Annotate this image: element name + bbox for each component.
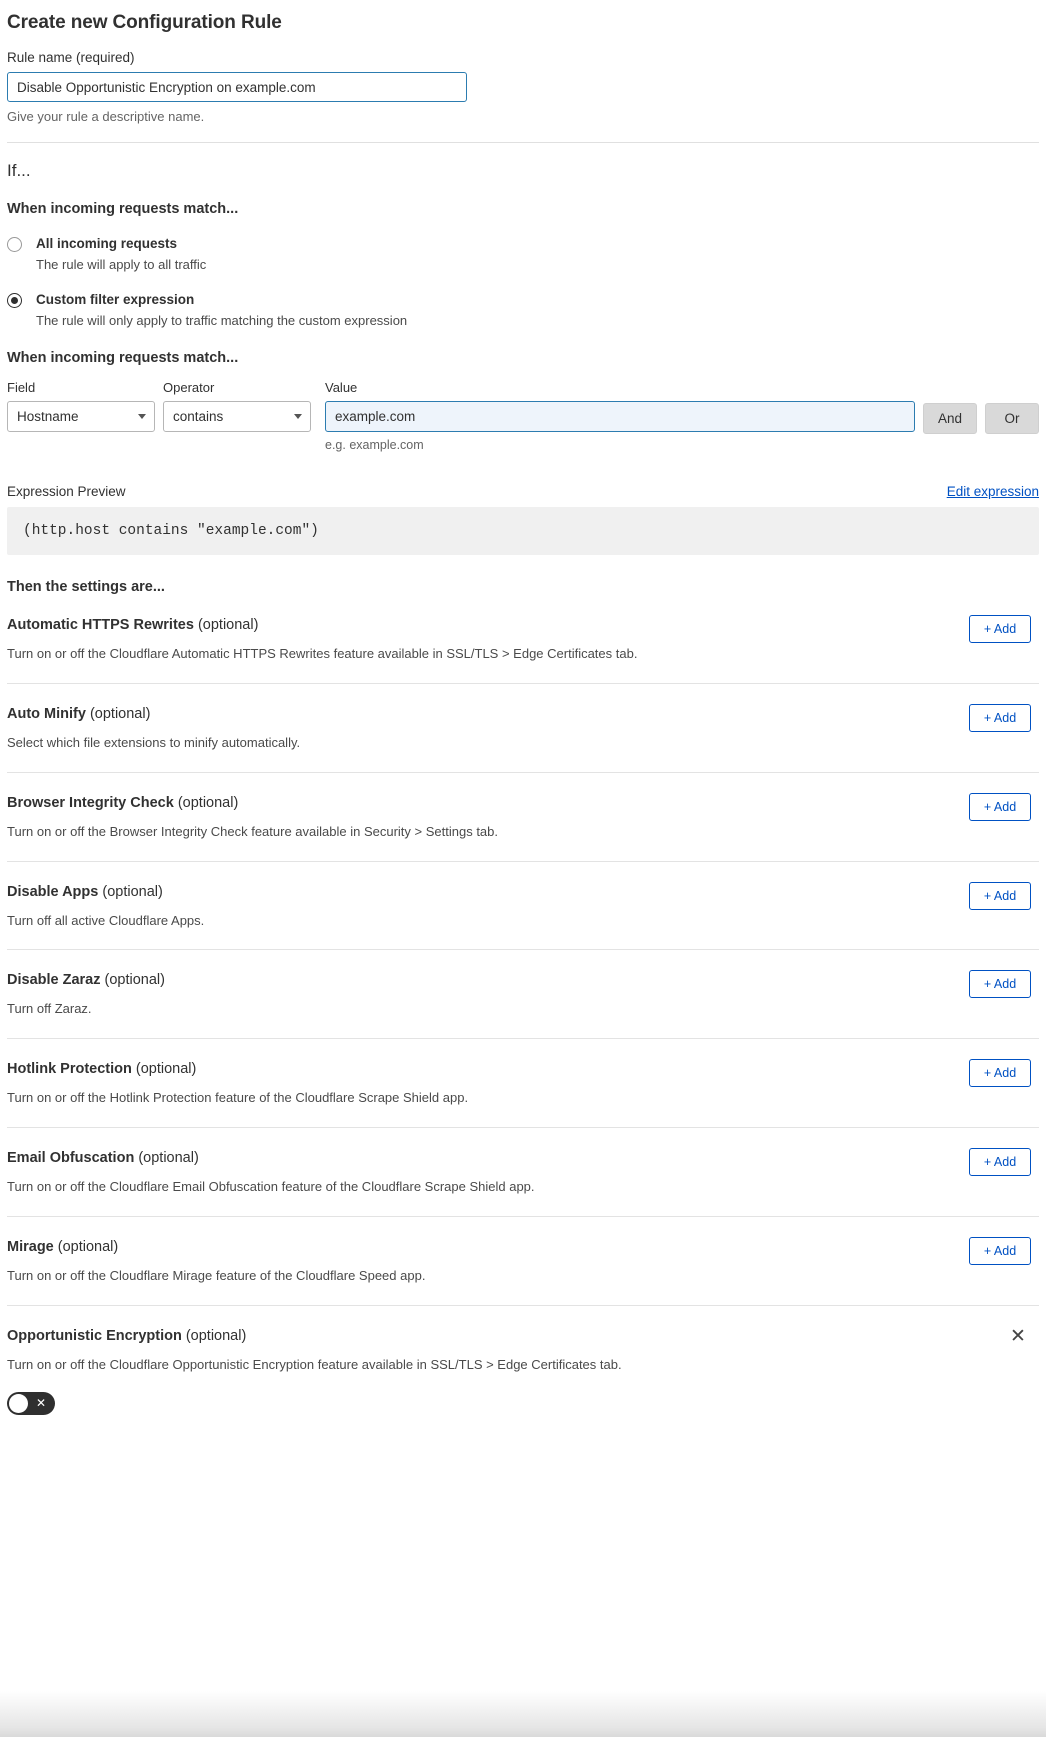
- value-help: e.g. example.com: [325, 437, 424, 452]
- toggle-off-icon: ✕: [35, 1395, 46, 1410]
- add-button[interactable]: + Add: [969, 793, 1031, 821]
- setting-optional: (optional): [185, 1328, 247, 1344]
- close-icon[interactable]: ✕: [1010, 1326, 1026, 1347]
- setting-title: [7, 1061, 1039, 1077]
- setting-title: [7, 617, 1039, 633]
- operator-column-label: Operator: [163, 379, 215, 395]
- setting-name: Hotlink Protection: [7, 1061, 132, 1078]
- setting-optional: (optional): [197, 616, 259, 633]
- setting-desc: Turn off Zaraz.: [7, 1001, 92, 1017]
- toggle-knob: [9, 1394, 28, 1413]
- setting-name: Opportunistic Encryption: [7, 1328, 182, 1344]
- setting-optional: (optional): [104, 972, 165, 989]
- setting-name: Disable Apps: [7, 883, 99, 900]
- filter-builder-row: [7, 380, 1039, 452]
- rule-name-input[interactable]: [7, 72, 467, 102]
- field-column: [7, 380, 155, 432]
- setting-desc: Turn on or off the Hotlink Protection feature of the Cloudflare Scrape Shield app.: [7, 1090, 469, 1106]
- divider: [7, 142, 1039, 143]
- setting-name: Disable Zaraz: [7, 972, 101, 989]
- radio-custom-filter-expression[interactable]: [7, 291, 1039, 329]
- add-button[interactable]: + Add: [969, 1148, 1031, 1176]
- setting-title: [7, 1328, 1039, 1344]
- add-button[interactable]: + Add: [969, 704, 1031, 732]
- then-settings-heading: Then the settings are...: [7, 578, 165, 595]
- setting-optional: (optional): [89, 705, 151, 722]
- bottom-fade-overlay: [0, 1691, 1046, 1737]
- builder-label: When incoming requests match...: [7, 349, 239, 366]
- operator-column: [163, 380, 311, 432]
- setting-desc: Turn off all active Cloudflare Apps.: [7, 912, 205, 928]
- setting-row: [7, 684, 1039, 773]
- setting-optional: (optional): [57, 1239, 119, 1256]
- setting-name: Automatic HTTPS Rewrites: [7, 616, 194, 633]
- operator-select[interactable]: contains: [163, 401, 311, 432]
- if-section-heading: If...: [7, 161, 31, 180]
- setting-desc: Turn on or off the Cloudflare Opportunistic Encryption feature available in SSL/TLS > Edge Certificates tab.: [7, 1357, 622, 1372]
- page-title: Create new Configuration Rule: [7, 12, 282, 33]
- setting-row: [7, 950, 1039, 1039]
- setting-row: [7, 1039, 1039, 1128]
- value-column-label: Value: [325, 379, 358, 395]
- expression-header: [7, 484, 1039, 499]
- setting-row: [7, 1128, 1039, 1217]
- setting-name: Browser Integrity Check: [7, 794, 174, 811]
- setting-row: [7, 773, 1039, 862]
- setting-title: [7, 1150, 1039, 1166]
- setting-name: Email Obfuscation: [7, 1150, 135, 1167]
- radio-desc: The rule will apply to all traffic: [36, 256, 207, 272]
- setting-optional: (optional): [102, 883, 163, 900]
- add-button[interactable]: + Add: [969, 615, 1031, 643]
- radio-title: All incoming requests: [36, 236, 178, 251]
- expression-preview-label: Expression Preview: [7, 483, 126, 499]
- setting-row: [7, 595, 1039, 684]
- edit-expression-link[interactable]: Edit expression: [946, 483, 1039, 499]
- radio-desc: The rule will only apply to traffic matching the custom expression: [36, 312, 408, 328]
- match-label: When incoming requests match...: [7, 201, 239, 217]
- match-radio-group: [7, 235, 1039, 330]
- expression-preview-box: (http.host contains "example.com"): [7, 507, 1039, 555]
- add-button[interactable]: + Add: [969, 1059, 1031, 1087]
- setting-desc: Turn on or off the Browser Integrity Check feature available in Security > Settings tab.: [7, 823, 499, 839]
- setting-title: [7, 795, 1039, 811]
- setting-name: Auto Minify: [7, 705, 86, 722]
- radio-title: Custom filter expression: [36, 292, 195, 308]
- setting-optional: (optional): [135, 1061, 197, 1078]
- value-input[interactable]: [325, 401, 915, 432]
- radio-icon[interactable]: [7, 293, 22, 308]
- setting-title: [7, 972, 1039, 988]
- opportunistic-encryption-toggle[interactable]: [7, 1392, 55, 1415]
- value-column: [325, 380, 915, 452]
- setting-title: [7, 884, 1039, 900]
- setting-title: [7, 706, 1039, 722]
- add-button[interactable]: + Add: [969, 970, 1031, 998]
- rule-name-help: Give your rule a descriptive name.: [7, 109, 205, 124]
- setting-name: Mirage: [7, 1239, 54, 1256]
- and-button[interactable]: And: [923, 403, 977, 434]
- rule-name-group: [7, 50, 1039, 124]
- chevron-down-icon: [294, 414, 302, 419]
- setting-title: [7, 1239, 1039, 1255]
- field-column-label: Field: [7, 379, 36, 395]
- setting-desc: Turn on or off the Cloudflare Email Obfuscation feature of the Cloudflare Scrape Shield app.: [7, 1179, 535, 1195]
- setting-row: [7, 862, 1039, 951]
- radio-icon[interactable]: [7, 237, 22, 252]
- radio-all-incoming-requests[interactable]: [7, 235, 1039, 273]
- setting-row-opportunistic-encryption: [7, 1306, 1039, 1440]
- setting-optional: (optional): [138, 1150, 199, 1167]
- setting-row: [7, 1217, 1039, 1306]
- rule-name-label: Rule name (required): [7, 50, 135, 65]
- setting-desc: Turn on or off the Cloudflare Mirage feature of the Cloudflare Speed app.: [7, 1268, 426, 1284]
- add-button[interactable]: + Add: [969, 882, 1031, 910]
- add-button[interactable]: + Add: [969, 1237, 1031, 1265]
- and-or-buttons: [923, 403, 1039, 434]
- field-select[interactable]: Hostname: [7, 401, 155, 432]
- chevron-down-icon: [138, 414, 146, 419]
- setting-desc: Turn on or off the Cloudflare Automatic HTTPS Rewrites feature available in SSL/TLS > Edge Certificates tab.: [7, 645, 638, 661]
- setting-desc: Select which file extensions to minify automatically.: [7, 734, 301, 750]
- or-button[interactable]: Or: [985, 403, 1039, 434]
- setting-optional: (optional): [177, 794, 239, 811]
